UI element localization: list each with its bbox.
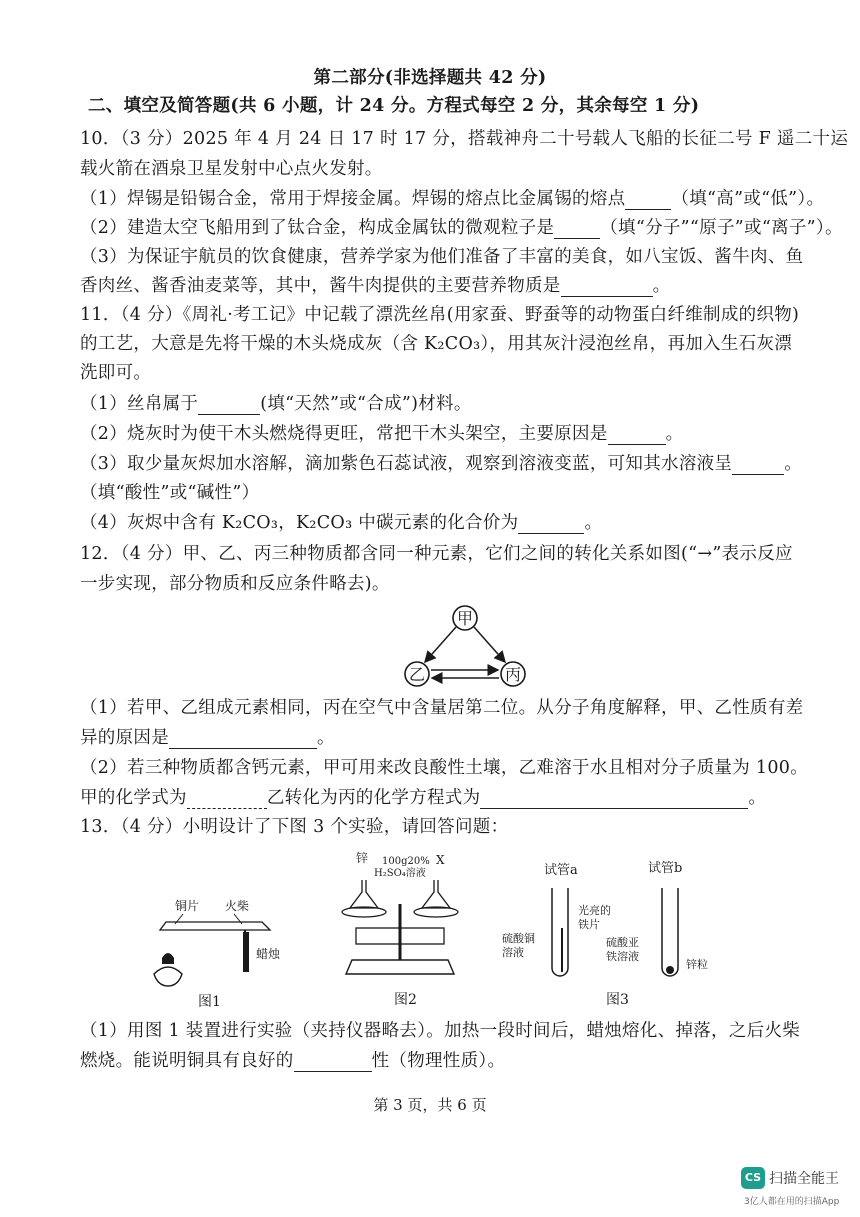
q11-answer-blank-4[interactable] <box>518 517 584 534</box>
fig3-cuso4-1: 硫酸铜 <box>502 932 535 945</box>
q11-part4-end: 。 <box>584 513 603 533</box>
q11-part3-text: （3）取少量灰烬加水溶解，滴加紫色石蕊试液，观察到溶液变蓝，可知其水溶液呈 <box>80 454 733 474</box>
fig3-tube-b-label: 试管b <box>648 861 683 876</box>
q12-part2-line2 <box>80 787 766 809</box>
node-bing-label: 丙 <box>504 665 522 684</box>
q10-part3-line1: （3）为保证宇航员的饮食健康，营养学家为他们准备了丰富的美食，如八宝饭、酱牛肉、鱼 <box>80 247 804 267</box>
q12-part2-line1: （2）若三种物质都含钙元素，甲可用来改良酸性土壤，乙难溶于水且相对分子质量为 100。 <box>80 758 808 778</box>
part-heading: 二、填空及简答题(共 6 小题，计 24 分。方程式每空 2 分，其余每空 1 分) <box>88 96 700 116</box>
q13-part1-end: 性（物理性质）。 <box>371 1051 506 1071</box>
q13-stem: 13．（4 分）小明设计了下图 3 个实验，请回答问题： <box>80 817 509 837</box>
q12-part2-text1: 甲的化学式为 <box>80 788 187 808</box>
conversion-diagram <box>395 598 535 692</box>
q12-part1-line1: （1）若甲、乙组成元素相同，丙在空气中含量居第二位。从分子角度解释，甲、乙性质有差 <box>80 698 804 718</box>
fig3-bright-2: 铁片 <box>578 918 600 931</box>
scanner-tagline: 3亿人都在用的扫描App <box>744 1197 840 1207</box>
q12-answer-blank-1[interactable] <box>169 732 317 749</box>
q10-part1-hint: （填“高”或“低”）。 <box>671 189 825 209</box>
left-flask-shape <box>350 880 378 908</box>
q10-part3-text: 香肉丝、酱香油麦菜等，其中，酱牛肉提供的主要营养物质是 <box>80 276 561 296</box>
q12-part1-line2 <box>80 727 335 749</box>
q11-part1 <box>80 393 472 415</box>
fig3-feso4-1: 硫酸亚 <box>606 936 639 949</box>
right-flask-shape <box>422 880 450 908</box>
fig3-tube-a-label: 试管a <box>544 863 578 878</box>
q10-part2-text: （2）建造太空飞船用到了钛合金，构成金属钛的微观粒子是 <box>80 218 555 238</box>
arrow-jia-to-bing <box>474 627 505 662</box>
figure-2 <box>338 850 478 1010</box>
q11-part3-end: 。 <box>784 454 803 474</box>
q11-part1-hint: (填“天然”或“合成”)材料。 <box>260 394 472 414</box>
fig1-label-candle: 蜡烛 <box>256 947 280 961</box>
q10-stem-line2: 载火箭在酒泉卫星发射中心点火发射。 <box>80 159 383 179</box>
fig3-caption: 图3 <box>606 992 629 1008</box>
scanner-logo-icon: CS <box>741 1167 765 1189</box>
burner-flame-shape <box>162 953 174 964</box>
alcohol-lamp-shape <box>154 967 182 986</box>
fig3-zinc-grain: 锌粒 <box>686 958 708 971</box>
fig1-label-match: 火柴 <box>225 899 250 913</box>
q11-answer-blank-2[interactable] <box>608 428 666 445</box>
q11-part2-end: 。 <box>665 424 684 444</box>
q10-stem-line1: 10．（3 分）2025 年 4 月 24 日 17 时 17 分，搭载神舟二十号载人飞船的长征二号 F 遥二十运 <box>80 129 849 149</box>
q12-answer-blank-2[interactable] <box>187 792 267 809</box>
q10-part3-end: 。 <box>652 276 671 296</box>
q13-part1-line1: （1）用图 1 装置进行实验（夹持仪器略去）。加热一段时间后，蜡烛熔化、掉落，之后火柴 <box>80 1021 801 1041</box>
q10-answer-blank-3[interactable] <box>561 280 653 297</box>
q11-part4-text: （4）灰烬中含有 K₂CO₃，K₂CO₃ 中碳元素的化合价为 <box>80 513 519 533</box>
q12-part1-end: 。 <box>317 728 335 748</box>
q11-stem-line2: 的工艺，大意是先将干燥的木头烧成灰（含 K₂CO₃），用其灰汁浸泡丝帛，再加入生石灰漂 <box>80 334 793 354</box>
q11-part2-text: （2）烧灰时为使干木头燃烧得更旺，常把干木头架空，主要原因是 <box>80 424 608 444</box>
node-yi-label: 乙 <box>408 665 426 684</box>
q11-answer-blank-3[interactable] <box>732 458 784 475</box>
q13-answer-blank-1[interactable] <box>294 1055 372 1072</box>
q11-part3-hint: （填“酸性”或“碱性”） <box>80 483 260 503</box>
q10-part2 <box>80 217 843 239</box>
q10-part1-text: （1）焊锡是铅锡合金，常用于焊接金属。焊锡的熔点比金属锡的熔点 <box>80 189 626 209</box>
balance-base <box>346 960 454 974</box>
q10-part3-line2 <box>80 275 670 297</box>
fig3-feso4-2: 铁溶液 <box>606 950 639 963</box>
zinc-grain-shape <box>666 966 674 974</box>
q13-part1-text: 燃烧。能说明铜具有良好的 <box>80 1051 294 1071</box>
q11-stem-line3: 洗即可。 <box>80 363 152 383</box>
fig3-bright-1: 光亮的 <box>578 904 611 917</box>
fig2-caption: 图2 <box>394 992 417 1008</box>
arrow-jia-to-yi <box>425 627 456 662</box>
q11-part3 <box>80 453 802 475</box>
q13-part1-line2 <box>80 1050 505 1072</box>
node-jia-label: 甲 <box>456 609 474 628</box>
q12-stem-line1: 12．（4 分）甲、乙、丙三种物质都含同一种元素，它们之间的转化关系如图(“→”表示反应 <box>80 544 793 564</box>
q10-answer-blank-2[interactable] <box>554 222 600 239</box>
q12-part2-end: 。 <box>748 788 767 808</box>
fig1-label-copper: 铜片 <box>175 899 200 913</box>
page-footer: 第 3 页，共 6 页 <box>373 1096 487 1114</box>
scanner-app-name: 扫描全能王 <box>769 1171 839 1187</box>
q11-part4 <box>80 512 602 534</box>
q10-part1 <box>80 188 824 210</box>
fig2-label-x: X <box>436 853 445 867</box>
fig2-label-solution-2: H₂SO₄溶液 <box>374 868 426 879</box>
q11-part1-text: （1）丝帛属于 <box>80 394 199 414</box>
test-tube-a <box>552 888 568 976</box>
copper-sheet-shape <box>160 922 270 930</box>
fig2-label-solution-1: 100g20% <box>382 856 430 867</box>
fig2-label-zinc: 锌 <box>356 851 369 865</box>
candle-shape <box>243 932 249 972</box>
q11-part2 <box>80 423 683 445</box>
fig3-cuso4-2: 溶液 <box>502 946 524 959</box>
section-title: 第二部分(非选择题共 42 分) <box>313 68 547 88</box>
q12-stem-line2: 一步实现，部分物质和反应条件略去)。 <box>80 574 390 594</box>
test-tube-b <box>662 888 678 976</box>
figure-1 <box>150 892 280 1010</box>
figure-3 <box>498 858 728 1010</box>
q12-part1-text: 异的原因是 <box>80 728 169 748</box>
q11-answer-blank-1[interactable] <box>198 398 260 415</box>
q12-answer-blank-3[interactable] <box>480 792 748 809</box>
q12-part2-text2: 乙转化为丙的化学方程式为 <box>266 788 481 808</box>
q11-stem-line1: 11．（4 分）《周礼·考工记》中记载了漂洗丝帛(用家蚕、野蚕等的动物蛋白纤维制成的织物) <box>80 305 800 325</box>
q10-part2-hint: （填“分子”“原子”或“离子”）。 <box>600 218 843 238</box>
q10-answer-blank-1[interactable] <box>625 193 671 210</box>
fig1-caption: 图1 <box>198 994 221 1010</box>
